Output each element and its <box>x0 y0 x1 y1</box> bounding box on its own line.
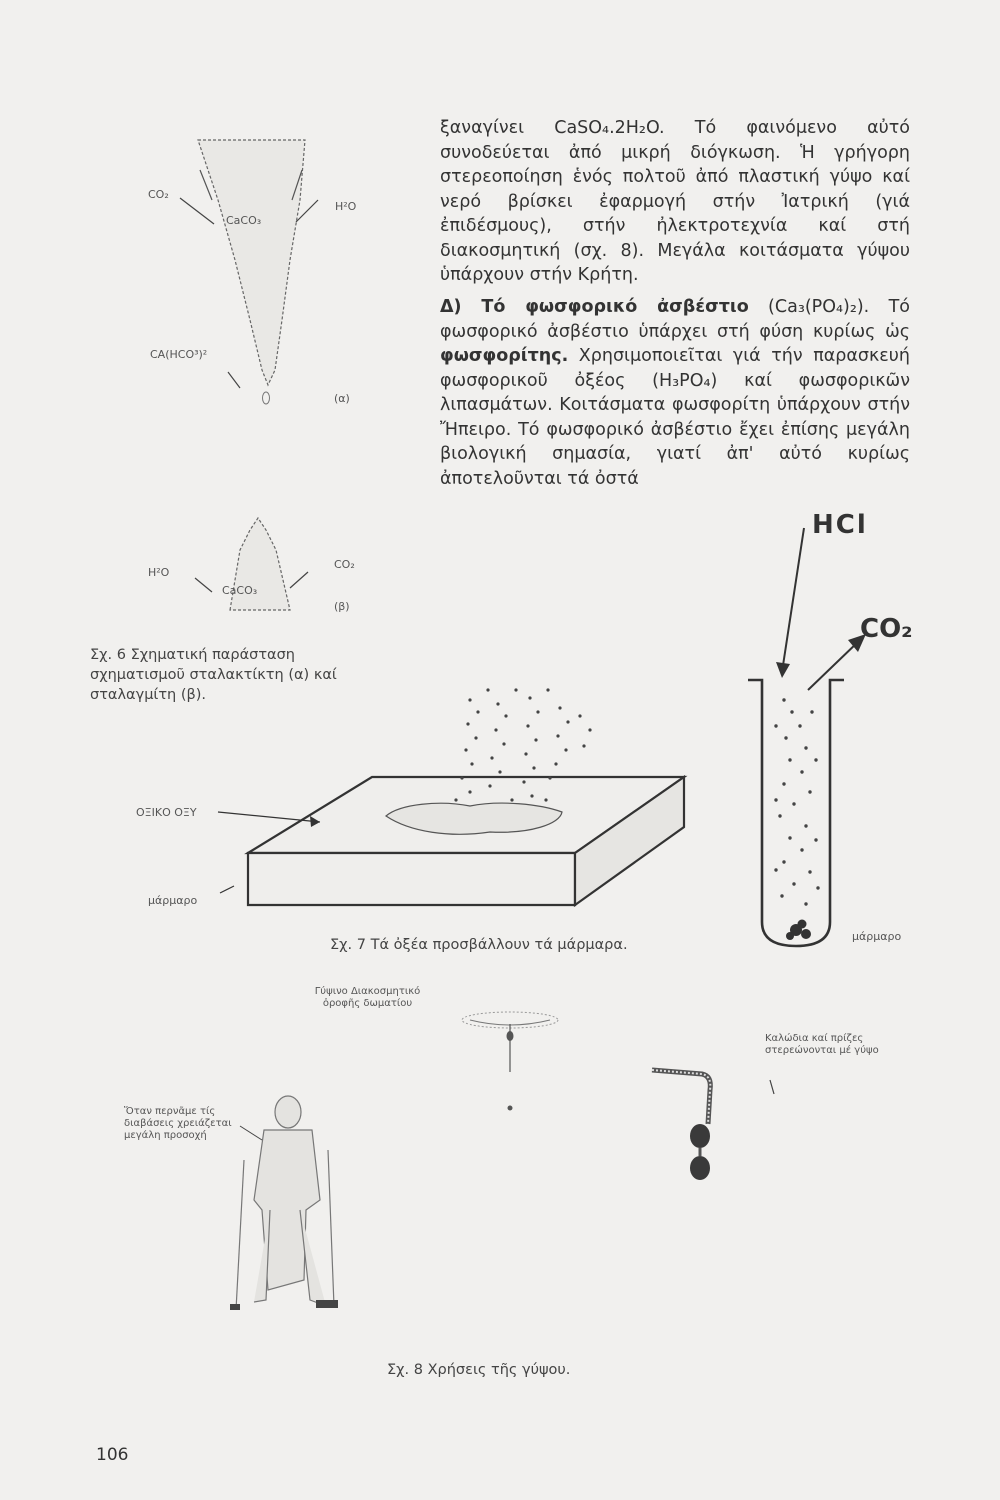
crutch-label: Ὅταν περνᾶμε τίς διαβάσεις χρειάζεται μεγάλη προσοχή <box>124 1106 232 1141</box>
figure8-caption: Σχ. 8 Χρήσεις τῆς γύψου. <box>387 1362 571 1378</box>
subfig-a-label: (α) <box>334 392 350 405</box>
figure7-caption: Σχ. 7 Τά ὀξέα προσβάλλουν τά μάρμαρα. <box>330 937 628 953</box>
page-number: 106 <box>96 1445 129 1465</box>
hcl-label: HCl <box>812 510 868 540</box>
h2o-label-a: H²O <box>335 200 357 213</box>
h2o-label-b: H²O <box>148 566 170 579</box>
figure6-caption: Σχ. 6 Σχηματική παράσταση σχηματισμοῦ σταλακτίκτη (α) καί σταλαγμίτη (β). <box>90 647 337 703</box>
marble-label: μάρμαρο <box>148 894 198 907</box>
co2-label-a: CO₂ <box>148 188 169 201</box>
tube-marble-label: μάρμαρο <box>852 930 902 943</box>
cables-label: Καλώδια καί πρίζες στερεώνονται μέ γύψο <box>765 1033 879 1056</box>
section-rest-text: Χρησιμοποιεῖται γιά τήν παρασκευή φωσφορικοῦ ὀξέος (H₃PO₄) καί φωσφορικῶν λιπασμάτων. Κοιτάσματα φωσφορίτη ὑπάρχουν στήν Ἤπειρο. Τό φωσφορικό ἀσβέστιο ἔχει ἐπίσης μεγάλη βιολογική σημασία, γιατί ἀπ' αὐτό κυρίως ἀποτελοῦνται τά ὀστά <box>440 346 910 489</box>
section-heading: Δ) Τό φωσφορικό ἀσβέστιο <box>440 297 749 317</box>
phosphorite-term: φωσφορίτης. <box>440 346 569 366</box>
cahco3-label: CA(HCO³)² <box>150 348 208 361</box>
section-formula-text: (Ca₃(PO₄)₂). Τό φωσφορικό ἀσβέστιο ὑπάρχει στή φύση κυρίως ὡς <box>440 297 910 342</box>
co2-label-tube: CO₂ <box>860 614 913 644</box>
caco3-label-b: CaCO₃ <box>222 584 258 597</box>
acetic-acid-label: ΟΞΙΚΟ ΟΞΥ <box>136 806 197 819</box>
ceiling-decoration-label: Γύψινο Διακοσμητικό ὀροφῆς δωματίου <box>314 986 421 1009</box>
subfig-b-label: (β) <box>334 600 350 613</box>
caco3-label-a: CaCO₃ <box>226 214 262 227</box>
paragraph-gypsum: ξαναγίνει CaSO₄.2H₂O. Τό φαινόμενο αὐτό συνοδεύεται ἀπό μικρή διόγκωση. Ἡ γρήγορη στερεοποίηση ἑνός πολτοῦ ἀπό πλαστική γύψο καί νερό βρίσκει ἐφαρμογή στήν Ἰατρική (γιά ἐπιδέσμους), στήν ἠλεκτροτεχνία καί στή διακοσμητική (σχ. 8). Μεγάλα κοιτάσματα γύψου ὑπάρχουν στήν Κρήτη. <box>440 118 910 285</box>
co2-label-b: CO₂ <box>334 558 355 571</box>
